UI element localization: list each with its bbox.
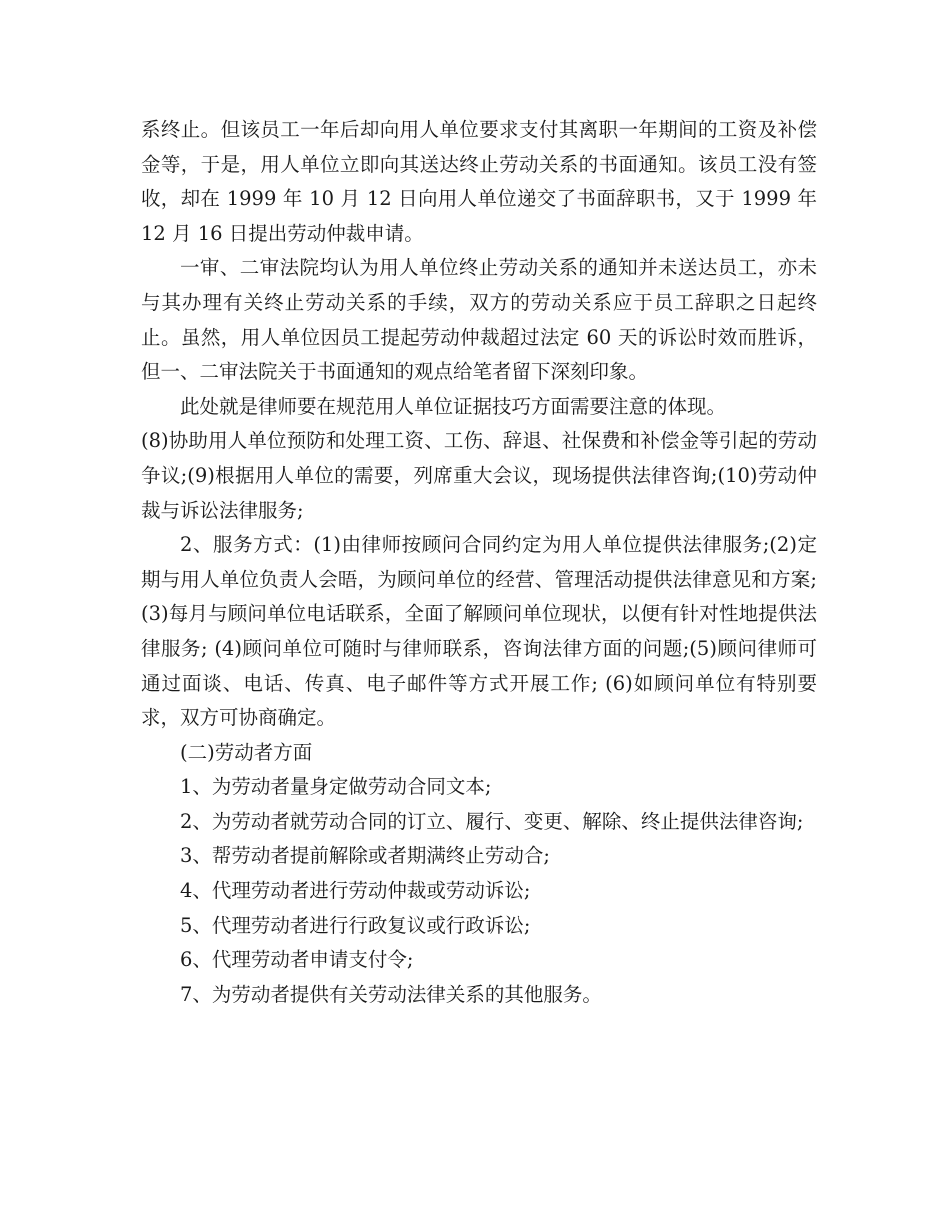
list-item-5: 5、代理劳动者进行行政复议或行政诉讼; [180,913,531,937]
paragraph-services-8-10: (8)协助用人单位预防和处理工资、工伤、辞退、社保费和补偿金等引起的劳动争议;(9)根据用人单位的需要，列席重大会议，现场提供法律咨询;(10)劳动仲裁与诉讼法律服务; [141,429,817,522]
paragraph-termination-case: 系终止。但该员工一年后却向用人单位要求支付其离职一年期间的工资及补偿金等，于是，用人单位立即向其送达终止劳动关系的书面通知。该员工没有签收，却在 1999 年 10 月 12 日向用人单位递交了书面辞职书，又于 1999 年 12 月 16 日提出劳动仲裁申请。 [141,118,817,245]
list-item-1: 1、为劳动者量身定做劳动合同文本; [180,775,492,799]
paragraph-evidence-note: 此处就是律师要在规范用人单位证据技巧方面需要注意的体现。 [180,394,727,418]
list-item-3: 3、帮劳动者提前解除或者期满终止劳动合; [180,844,550,868]
list-item-2: 2、为劳动者就劳动合同的订立、履行、变更、解除、终止提供法律咨询; [180,809,804,833]
paragraph-service-methods: 2、服务方式：(1)由律师按顾问合同约定为用人单位提供法律服务;(2)定期与用人单位负责人会晤，为顾问单位的经营、管理活动提供法律意见和方案;(3)每月与顾问单位电话联系，全面了解顾问单位现状，以便有针对性地提供法律服务; (4)顾问单位可随时与律师联系，咨询法律方面的问题;(5)顾问律师可通过面谈、电话、传真、电子邮件等方式开展工作; (6)如顾问单位有特别要求，双方可协商确定。 [141,533,817,730]
paragraph-court-ruling: 一审、二审法院均认为用人单位终止劳动关系的通知并未送达员工，亦未与其办理有关终止劳动关系的手续，双方的劳动关系应于员工辞职之日起终止。虽然，用人单位因员工提起劳动仲裁超过法定 60 天的诉讼时效而胜诉，但一、二审法院关于书面通知的观点给笔者留下深刻印象。 [141,256,817,384]
document-body [141,113,817,1012]
section-heading-workers: (二)劳动者方面 [180,740,313,764]
list-item-6: 6、代理劳动者申请支付令; [180,948,414,972]
list-item-4: 4、代理劳动者进行劳动仲裁或劳动诉讼; [180,879,531,903]
list-item-7: 7、为劳动者提供有关劳动法律关系的其他服务。 [180,982,602,1006]
